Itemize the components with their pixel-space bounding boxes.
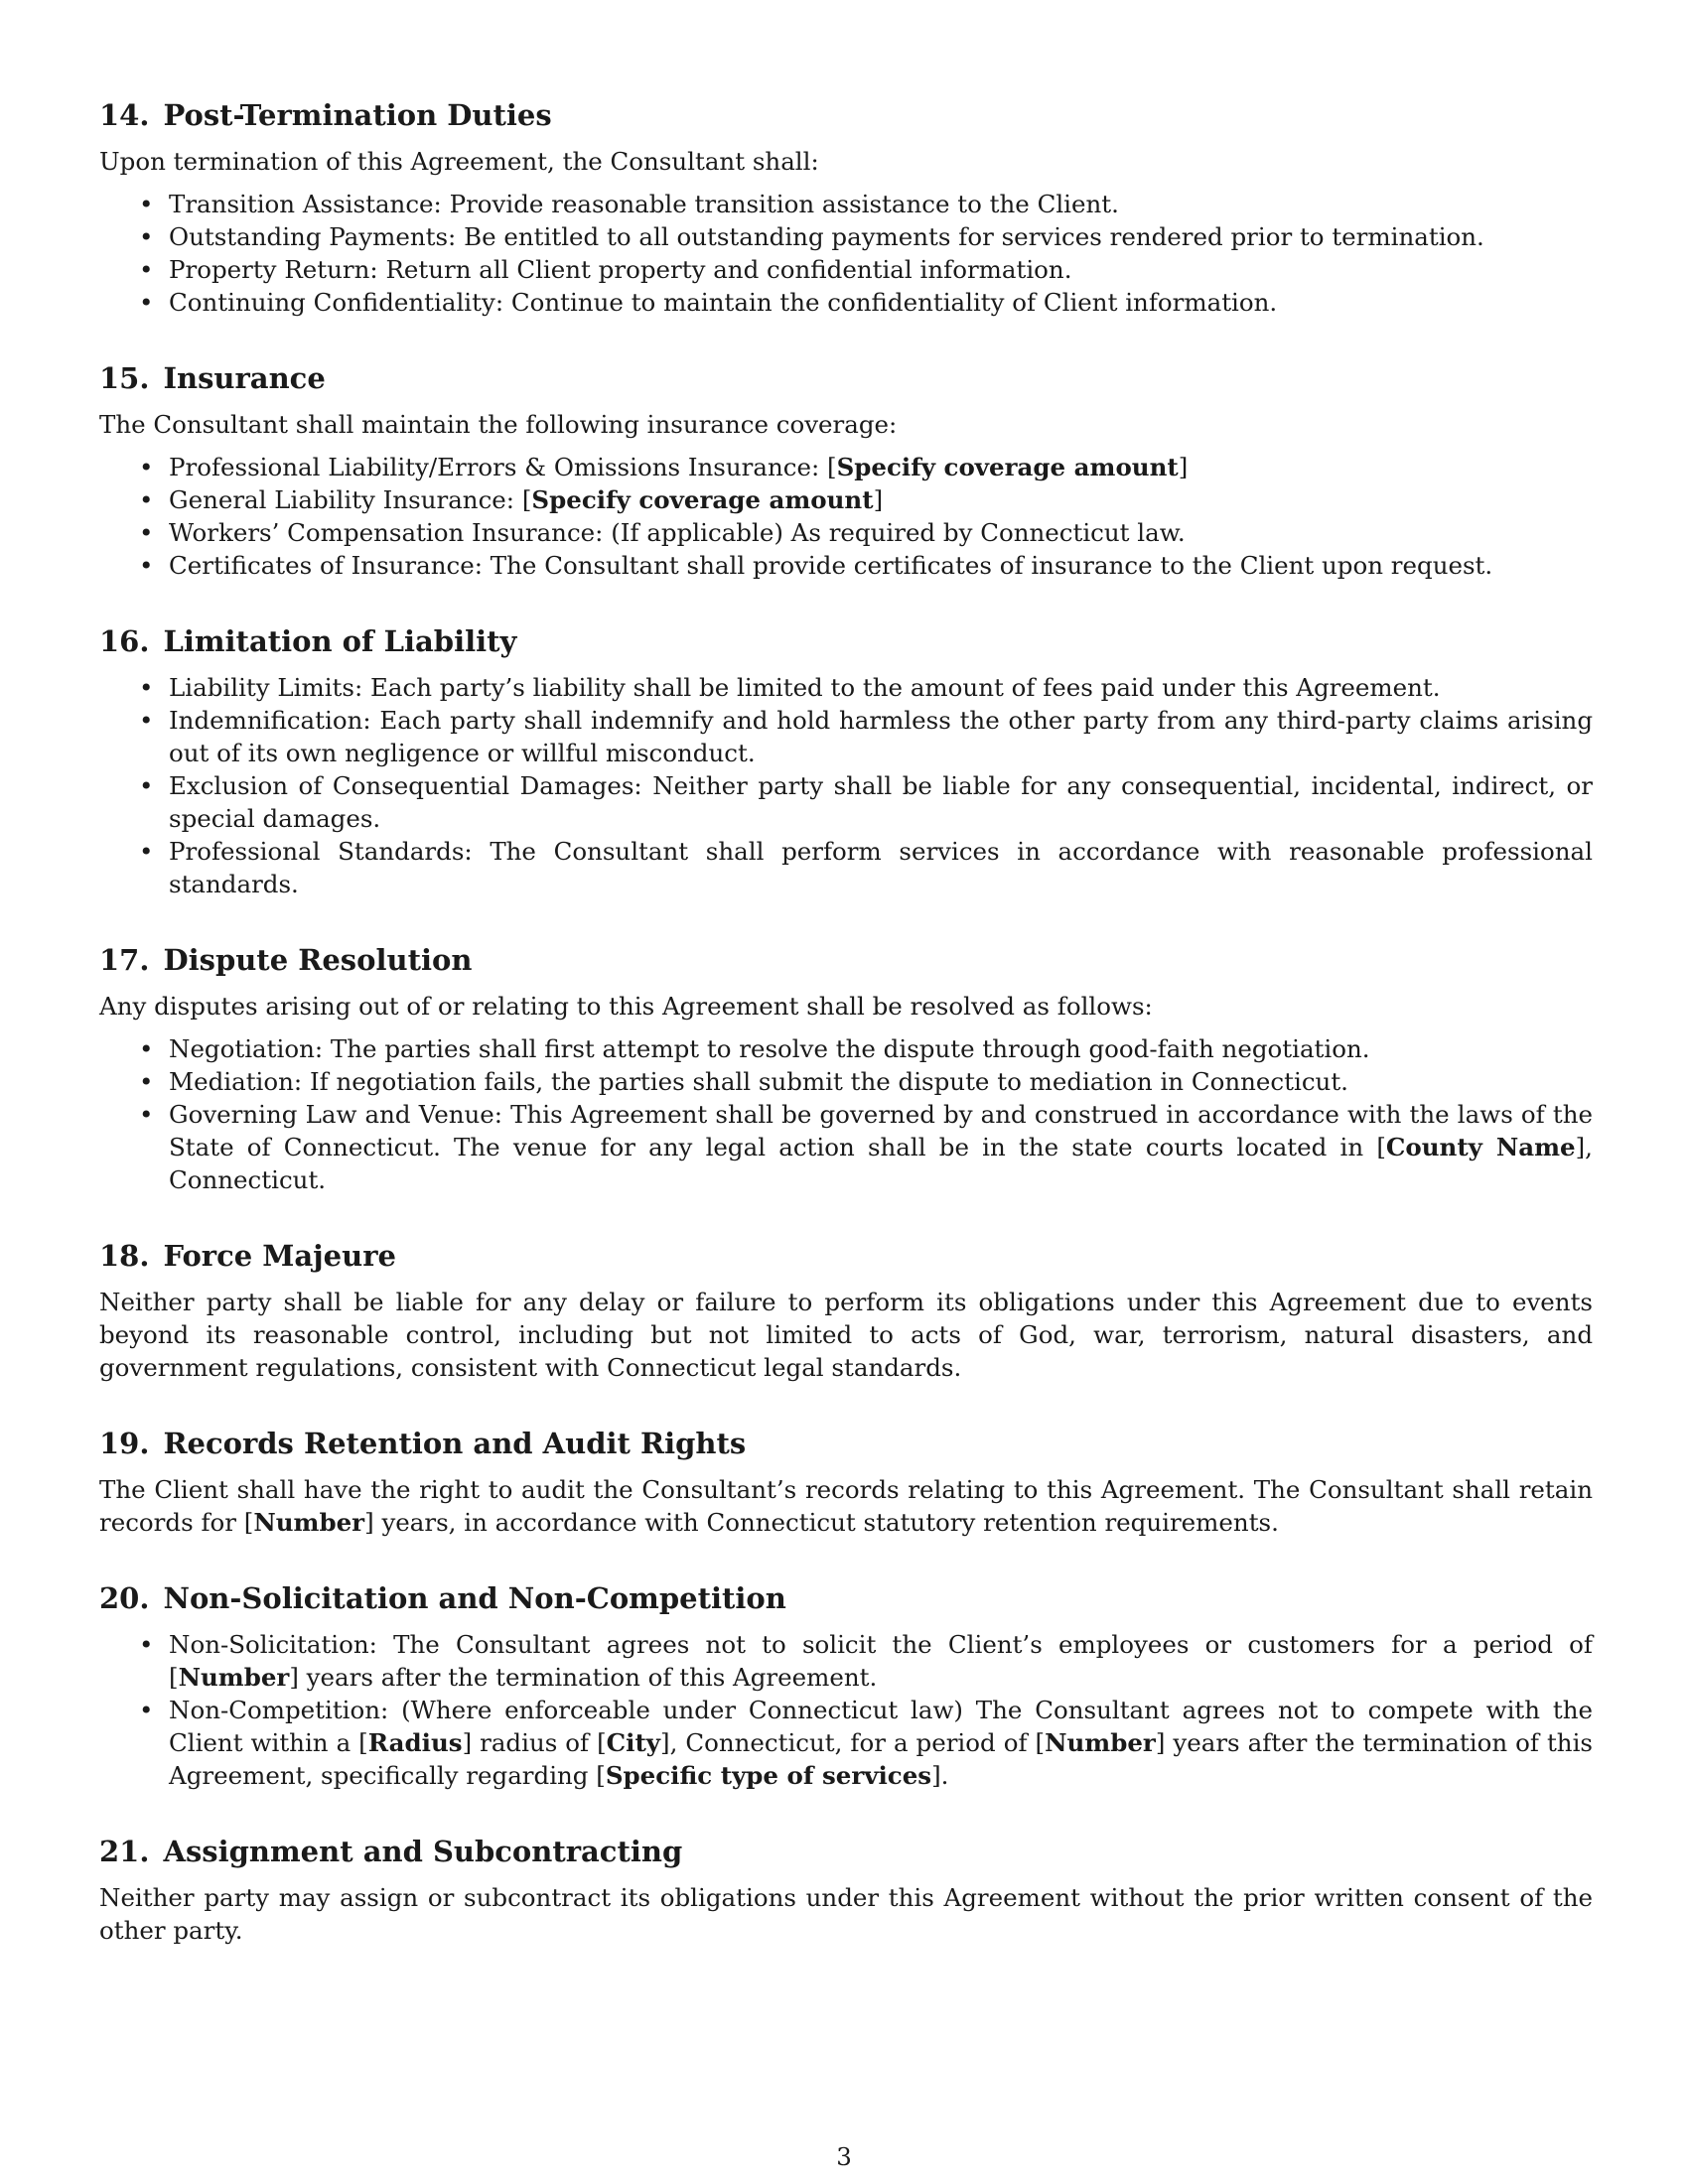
list-item <box>99 451 1593 483</box>
item-text: Provide reasonable transition assistance to the Client. <box>449 190 1119 218</box>
section-dispute-resolution <box>99 940 1593 1196</box>
page-number: 3 <box>836 2142 852 2171</box>
item-label: Non-Solicitation: <box>169 1630 377 1659</box>
section-paragraph: Neither party may assign or subcontract its obligations under this Agreement without the prior written consent of the other party. <box>99 1883 1593 1945</box>
list-item <box>99 188 1593 220</box>
item-text: ]. <box>931 1761 949 1790</box>
item-label: Professional Standards: <box>169 837 473 866</box>
section-number: 21. <box>99 1835 150 1868</box>
placeholder-field: Radius <box>367 1728 463 1757</box>
section-title: Non-Solicitation and Non-Competition <box>163 1581 786 1615</box>
item-text: (Where enforceable under Connecticut law) The Consultant agrees not to compete with the Client within a [ <box>169 1696 1593 1757</box>
item-label: Professional Liability/Errors & Omissions Insurance: <box>169 453 820 481</box>
section-intro: The Consultant shall maintain the following insurance coverage: <box>99 410 898 439</box>
document-page <box>99 95 1593 1957</box>
section-number: 18. <box>99 1239 150 1273</box>
section-heading <box>99 1832 1593 1871</box>
item-text: The Consultant shall perform services in accordance with reasonable professional standards. <box>169 837 1593 898</box>
item-text: ] years after the termination of this Agreement, specifically regarding [ <box>169 1728 1593 1790</box>
section-assignment <box>99 1832 1593 1947</box>
placeholder-field: City <box>606 1728 661 1757</box>
item-label: Workers’ Compensation Insurance: <box>169 518 604 547</box>
section-number: 19. <box>99 1427 150 1460</box>
section-title: Limitation of Liability <box>163 624 517 658</box>
section-intro: Any disputes arising out of or relating to this Agreement shall be resolved as follows: <box>99 992 1153 1021</box>
item-text: ] radius of [ <box>462 1728 607 1757</box>
section-heading <box>99 1578 1593 1618</box>
section-number: 14. <box>99 98 150 132</box>
list-item <box>99 1032 1593 1065</box>
placeholder-close: ] <box>1178 453 1189 481</box>
section-paragraph: Neither party shall be liable for any delay or failure to perform its obligations under this Agreement due to events beyond its reasonable control, including but not limited to acts of God, war, terrorism, natural disasters, and government regulations, consistent with Connecticut legal standards. <box>99 1288 1593 1382</box>
item-text: Neither party shall be liable for any consequential, incidental, indirect, or special damages. <box>169 771 1593 833</box>
placeholder-open: [ <box>521 485 532 514</box>
item-text: Be entitled to all outstanding payments for services rendered prior to termination. <box>464 222 1484 251</box>
section-heading <box>99 358 1593 398</box>
item-text: ], Connecticut, for a period of [ <box>660 1728 1046 1757</box>
list-item <box>99 671 1593 704</box>
section-number: 20. <box>99 1581 150 1615</box>
item-text: (If applicable) As required by Connecticut law. <box>611 518 1186 547</box>
placeholder-close: ] <box>873 485 884 514</box>
section-heading <box>99 940 1593 980</box>
bullet-list <box>99 1032 1593 1196</box>
list-item <box>99 549 1593 582</box>
bullet-list <box>99 188 1593 319</box>
item-label: Outstanding Payments: <box>169 222 457 251</box>
list-item <box>99 1628 1593 1694</box>
list-item <box>99 516 1593 549</box>
item-label: Mediation: <box>169 1067 303 1096</box>
placeholder-field: Specific type of services <box>605 1761 932 1790</box>
list-item <box>99 704 1593 769</box>
section-title: Post-Termination Duties <box>163 98 552 132</box>
section-heading <box>99 1236 1593 1276</box>
section-insurance <box>99 358 1593 582</box>
item-text: This Agreement shall be governed by and construed in accordance with the laws of the State of Connecticut. The venue for any legal action shall be in the state courts located in [ <box>169 1100 1593 1161</box>
item-text: Each party shall indemnify and hold harmless the other party from any third-party claims arising out of its own negligence or willful misconduct. <box>169 706 1594 767</box>
section-number: 17. <box>99 943 150 977</box>
section-title: Dispute Resolution <box>163 943 473 977</box>
section-title: Force Majeure <box>163 1239 396 1273</box>
section-force-majeure <box>99 1236 1593 1384</box>
section-title: Assignment and Subcontracting <box>163 1835 683 1868</box>
bullet-list <box>99 1628 1593 1792</box>
section-title: Insurance <box>163 361 326 395</box>
item-label: Governing Law and Venue: <box>169 1100 503 1129</box>
section-post-termination-duties <box>99 95 1593 319</box>
placeholder-field: Specify coverage amount <box>836 453 1179 481</box>
list-item <box>99 220 1593 253</box>
section-limitation-of-liability <box>99 621 1593 900</box>
section-heading <box>99 95 1593 135</box>
list-item <box>99 1098 1593 1196</box>
section-intro: Upon termination of this Agreement, the Consultant shall: <box>99 147 819 176</box>
list-item <box>99 253 1593 286</box>
item-label: Transition Assistance: <box>169 190 442 218</box>
list-item <box>99 769 1593 835</box>
placeholder-field: County Name <box>1385 1133 1576 1161</box>
item-label: Continuing Confidentiality: <box>169 288 504 317</box>
list-item <box>99 835 1593 900</box>
item-label: General Liability Insurance: <box>169 485 515 514</box>
bullet-list <box>99 451 1593 582</box>
placeholder-field: Number <box>178 1663 290 1692</box>
list-item <box>99 1694 1593 1792</box>
item-text: Each party’s liability shall be limited to the amount of fees paid under this Agreement. <box>370 673 1441 702</box>
section-records-retention <box>99 1424 1593 1539</box>
item-text: If negotiation fails, the parties shall submit the dispute to mediation in Connecticut. <box>309 1067 1348 1096</box>
paragraph-text: The Client shall have the right to audit the Consultant’s records relating to this Agreement. The Consultant shall retain records for [ <box>99 1475 1593 1537</box>
item-label: Liability Limits: <box>169 673 363 702</box>
placeholder-field: Specify coverage amount <box>531 485 874 514</box>
section-title: Records Retention and Audit Rights <box>163 1427 747 1460</box>
item-label: Property Return: <box>169 255 378 284</box>
section-heading <box>99 621 1593 661</box>
section-non-solicitation <box>99 1578 1593 1792</box>
item-label: Exclusion of Consequential Damages: <box>169 771 642 800</box>
item-text: The Consultant agrees not to solicit the Client’s employees or customers for a period of [ <box>169 1630 1593 1692</box>
placeholder-field: Number <box>253 1508 365 1537</box>
section-number: 16. <box>99 624 150 658</box>
placeholder-open: [ <box>827 453 837 481</box>
item-label: Indemnification: <box>169 706 371 735</box>
item-text: ] years after the termination of this Agreement. <box>289 1663 878 1692</box>
section-paragraph <box>99 1473 1593 1539</box>
placeholder-field: Number <box>1045 1728 1156 1757</box>
item-text: The parties shall first attempt to resolve the dispute through good-faith negotiation. <box>330 1034 1370 1063</box>
bullet-list <box>99 671 1593 900</box>
item-label: Negotiation: <box>169 1034 324 1063</box>
list-item <box>99 483 1593 516</box>
item-text: Continue to maintain the confidentiality of Client information. <box>510 288 1278 317</box>
item-label: Non-Competition: <box>169 1696 389 1724</box>
list-item <box>99 286 1593 319</box>
item-text: Return all Client property and confidential information. <box>385 255 1072 284</box>
section-heading <box>99 1424 1593 1463</box>
item-text: The Consultant shall provide certificates of insurance to the Client upon request. <box>490 551 1493 580</box>
list-item <box>99 1065 1593 1098</box>
section-number: 15. <box>99 361 150 395</box>
paragraph-text-end: ] years, in accordance with Connecticut statutory retention requirements. <box>364 1508 1279 1537</box>
item-text-end: ], Connecticut. <box>169 1133 1593 1194</box>
item-label: Certificates of Insurance: <box>169 551 483 580</box>
